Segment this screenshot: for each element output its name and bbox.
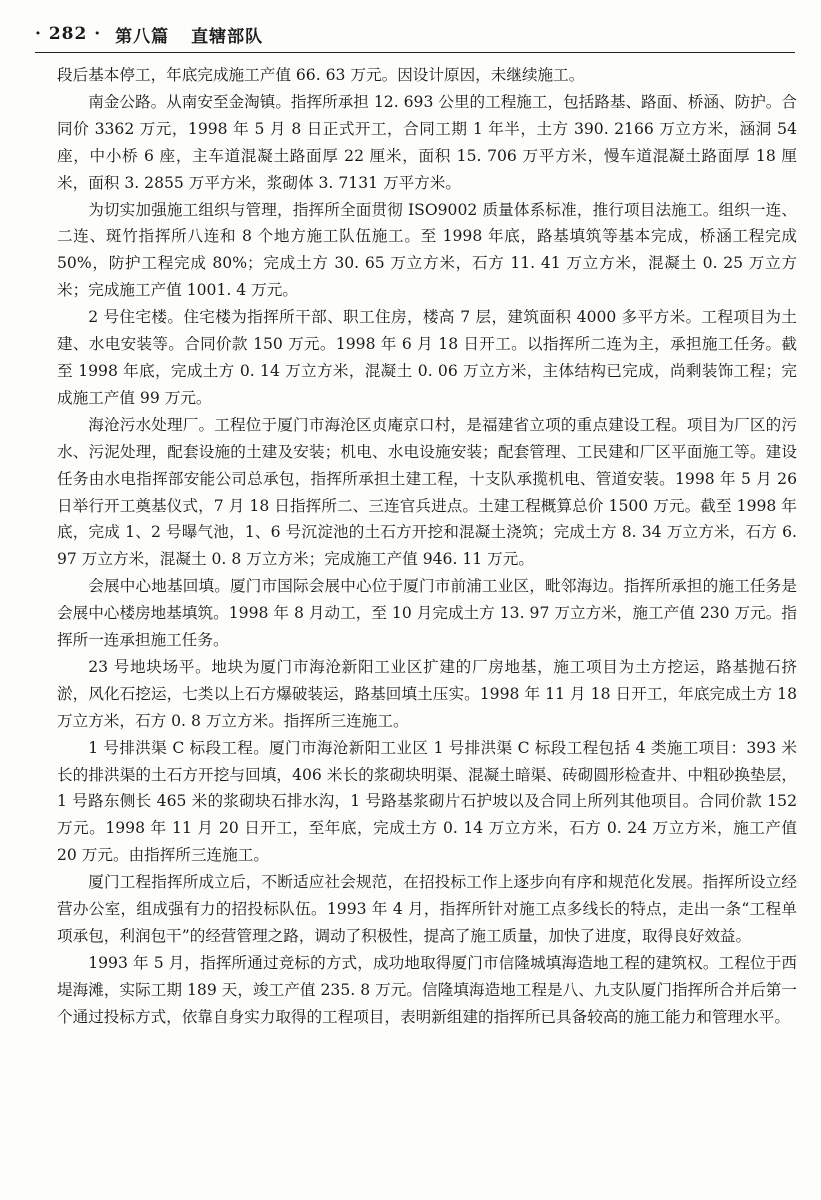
part-title: 第八篇 <box>115 26 170 47</box>
page-number: · 282 · <box>35 24 102 44</box>
running-header <box>35 18 795 50</box>
paragraph-continuation: 段后基本停工，年底完成施工产值 66. 63 万元。因设计原因，未继续施工。 <box>57 66 585 84</box>
paragraph-xinlong-reclamation: 1993 年 5 月，指挥所通过竞标的方式，成功地取得厦门市信隆城填海造地工程的建筑权。工程位于西堤海滩，实际工期 189 天，竣工产值 235. 8 万元。信隆填海造地工程是八、九支队厦门指挥所合并后第一个通过投标方式，依靠自身实力取得的工程项目，表明新组建的指挥所已具备较高的施工能力和管理水平。 <box>57 953 797 1026</box>
paragraph-bidding-work: 厦门工程指挥所成立后，不断适应社会规范，在招投标工作上逐步向有序和规范化发展。指挥所设立经营办公室，组成强有力的招投标队伍。1993 年 4 月，指挥所针对施工点多线长的特点，走出一条“工程单项承包，利润包干”的经营管理之路，调动了积极性，提高了施工质量，加快了进度，取得良好效益。 <box>57 873 797 945</box>
paragraph-plot-23-leveling: 23 号地块场平。地块为厦门市海沧新阳工业区扩建的厂房地基，施工项目为土方挖运，路基抛石挤淤，风化石挖运，七类以上石方爆破装运，路基回填土压实。1998 年 11 月 18 日开工，年底完成土方 18 万立方米，石方 0. 8 万立方米。指挥所三连施工。 <box>57 657 797 730</box>
header-rule <box>35 52 795 53</box>
paragraph-exhibition-center-backfill: 会展中心地基回填。厦门市国际会展中心位于厦门市前浦工业区，毗邻海边。指挥所承担的施工任务是会展中心楼房地基填筑。1998 年 8 月动工，至 10 月完成土方 13. 97 万立方米，施工产值 230 万元。指挥所一连承担施工任务。 <box>57 577 797 650</box>
paragraph-nanjin-highway: 南金公路。从南安至金淘镇。指挥所承担 12. 693 公里的工程施工，包括路基、路面、桥涵、防护。合同价 3362 万元，1998 年 5 月 8 日正式开工，合同工期 1 年半，土方 390. 2166 万立方米，涵洞 54 座，中小桥 6 座，主车道混凝土路面厚 22 厘米，面积 15. 706 万平方米，慢车道混凝土路面厚 18 厘米，面积 3. 2855 万平方米，浆砌体 3. 7131 万平方米。 <box>57 92 797 192</box>
paragraph-iso9002-management: 为切实加强施工组织与管理，指挥所全面贯彻 ISO9002 质量体系标准，推行项目法施工。组织一连、二连、斑竹指挥所八连和 8 个地方施工队伍施工。至 1998 年底，路基填筑等基本完成，桥涵工程完成 50%，防护工程完成 80%；完成土方 30. 65 万立方米，石方 11. 41 万立方米，混凝土 0. 25 万立方米；完成施工产值 1001. 4 万元。 <box>57 200 797 300</box>
body-text <box>57 62 797 1031</box>
paragraph-haicang-sewage-plant: 海沧污水处理厂。工程位于厦门市海沧区贞庵京口村，是福建省立项的重点建设工程。项目为厂区的污水、污泥处理，配套设施的土建及安装；机电、水电设施安装；配套管理、工民建和厂区平面施工等。建设任务由水电指挥部安能公司总承包，指挥所承担土建工程，十支队承揽机电、管道安装。1998 年 5 月 26 日举行开工奠基仪式，7 月 18 日指挥所二、三连官兵进点。土建工程概算总价 1500 万元。截至 1998 年底，完成 1、2 号曝气池，1、6 号沉淀池的土石方开挖和混凝土浇筑；完成土方 8. 34 万立方米，石方 6. 97 万立方米，混凝土 0. 8 万立方米；完成施工产值 946. 11 万元。 <box>57 415 797 569</box>
section-title: 直辖部队 <box>191 26 264 47</box>
paragraph-residential-building-2: 2 号住宅楼。住宅楼为指挥所干部、职工住房，楼高 7 层，建筑面积 4000 多平方米。工程项目为土建、水电安装等。合同价款 150 万元。1998 年 6 月 18 日开工。以指挥所二连为主，承担施工任务。截至 1998 年底，完成土方 0. 14 万立方米，混凝土 0. 06 万立方米，主体结构已完成，尚剩装饰工程；完成施工产值 99 万元。 <box>57 308 797 407</box>
paragraph-drainage-canal-c: 1 号排洪渠 C 标段工程。厦门市海沧新阳工业区 1 号排洪渠 C 标段工程包括 4 类施工项目：393 米长的排洪渠的土石方开挖与回填，406 米长的浆砌块明渠、混凝土暗渠、砖砌圆形检查井、中粗砂换垫层，1 号路东侧长 465 米的浆砌块石排水沟，1 号路基浆砌片石护坡以及合同上所列其他项目。合同价款 152 万元。1998 年 11 月 20 日开工，至年底，完成土方 0. 14 万立方米，石方 0. 24 万立方米，施工产值 20 万元。由指挥所三连施工。 <box>57 738 797 865</box>
